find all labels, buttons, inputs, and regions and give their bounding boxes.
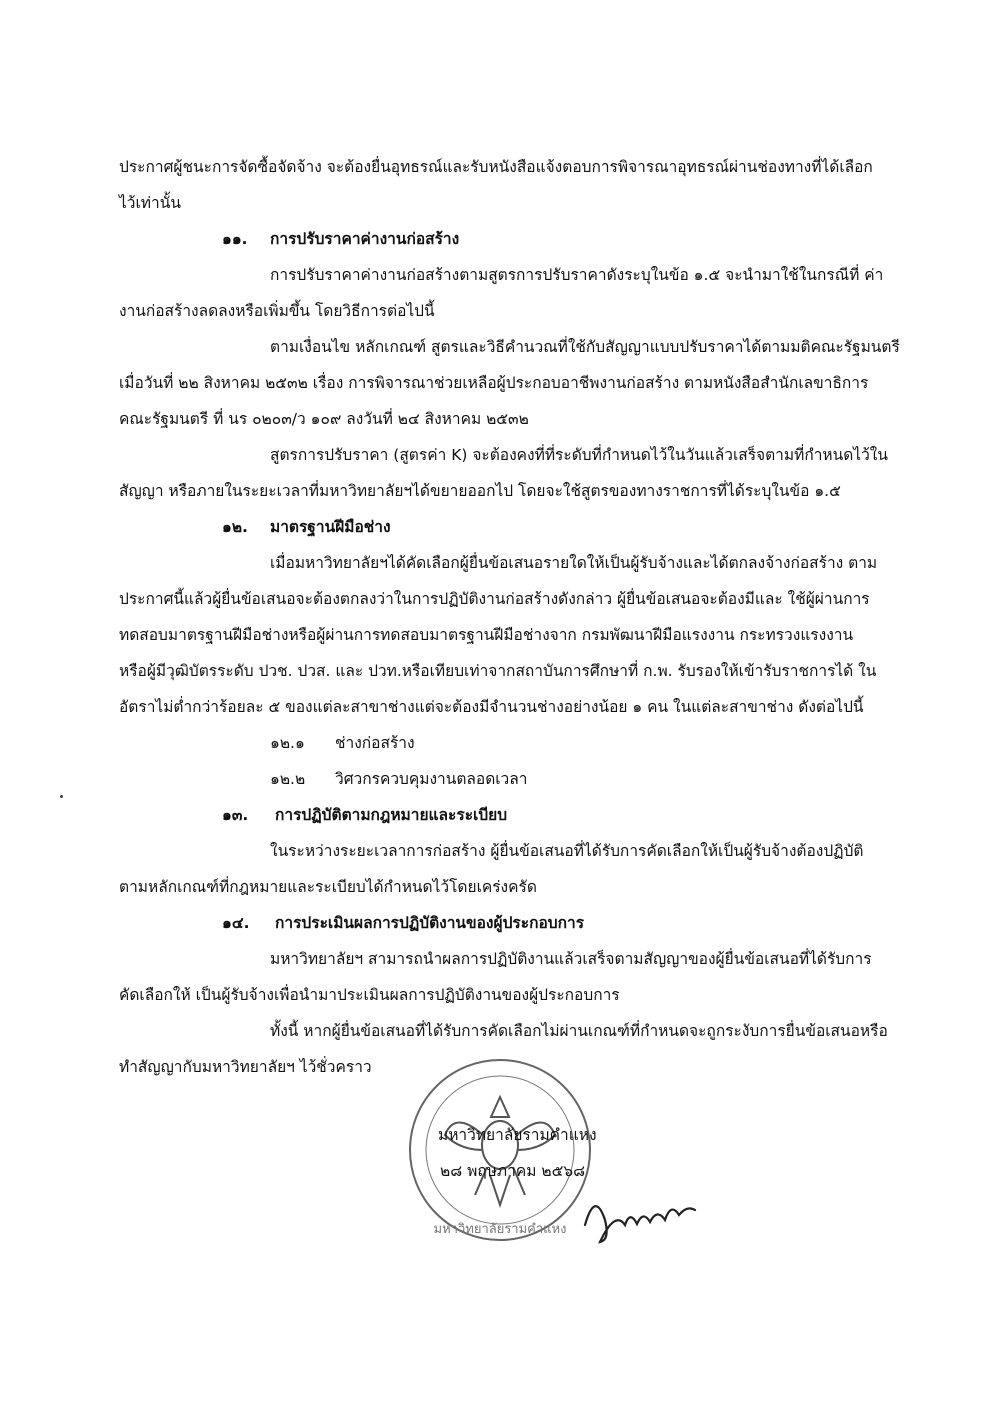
handwritten-signature — [575, 1180, 705, 1250]
section-heading: การปรับราคาค่างานก่อสร้าง — [270, 230, 460, 248]
body-line: ทั้งนี้ หากผู้ยื่นข้อเสนอที่ได้รับการคัดเลือกไม่ผ่านเกณฑ์ที่กำหนดจะถูกระงับการยื่นข้อเสนอหรือ — [270, 1022, 888, 1040]
body-line: เมื่อมหาวิทยาลัยฯได้คัดเลือกผู้ยื่นข้อเสนอรายใดให้เป็นผู้รับจ้างและได้ตกลงจ้างก่อสร้าง ตาม — [270, 554, 878, 572]
body-line: คัดเลือกให้ เป็นผู้รับจ้างเพื่อนำมาประเมินผลการปฏิบัติงานของผู้ประกอบการ — [119, 986, 620, 1004]
section-number: ๑๓. — [222, 806, 249, 824]
section-heading: มาตรฐานฝีมือช่าง — [270, 518, 391, 536]
body-line: ในระหว่างระยะเวลาการก่อสร้าง ผู้ยื่นข้อเสนอที่ได้รับการคัดเลือกให้เป็นผู้รับจ้างต้องปฏิบัติ — [270, 842, 864, 860]
body-line: คณะรัฐมนตรี ที่ นร ๐๒๐๓/ว ๑๐๙ ลงวันที่ ๒๔ สิงหาคม ๒๕๓๒ — [119, 410, 529, 428]
section-heading: การปฏิบัติตามกฎหมายและระเบียบ — [275, 806, 508, 824]
body-line: อัตราไม่ต่ำกว่าร้อยละ ๕ ของแต่ละสาขาช่างแต่จะต้องมีจำนวนช่างอย่างน้อย ๑ คน ในแต่ละสาขาช่าง ดังต่อไปนี้ — [119, 698, 864, 716]
body-line: เมื่อวันที่ ๒๒ สิงหาคม ๒๕๓๒ เรื่อง การพิจารณาช่วยเหลือผู้ประกอบอาชีพงานก่อสร้าง ตามหนังสือสำนักเลขาธิการ — [119, 374, 869, 392]
body-line: ทำสัญญากับมหาวิทยาลัยฯ ไว้ชั่วคราว — [119, 1058, 372, 1076]
body-line: ไว้เท่านั้น — [119, 194, 181, 212]
body-line: ประกาศผู้ชนะการจัดซื้อจัดจ้าง จะต้องยื่นอุทธรณ์และรับหนังสือแจ้งตอบการพิจารณาอุทธรณ์ผ่านช่องทางที่ได้เลือก — [119, 158, 873, 176]
signer-date: ๒๘ พฤษภาคม ๒๕๖๘ — [440, 1162, 586, 1180]
body-line: ตามหลักเกณฑ์ที่กฎหมายและระเบียบได้กำหนดไว้โดยเคร่งครัด — [119, 878, 537, 896]
body-line: ทดสอบมาตรฐานฝีมือช่างหรือผู้ผ่านการทดสอบมาตรฐานฝีมือช่างจาก กรมพัฒนาฝีมือแรงงาน กระทรวงแรงงาน — [119, 626, 854, 644]
section-heading: การประเมินผลการปฏิบัติงานของผู้ประกอบการ — [275, 914, 585, 932]
subsection-text: วิศวกรควบคุมงานตลอดเวลา — [335, 770, 528, 788]
body-line: มหาวิทยาลัยฯ สามารถนำผลการปฏิบัติงานแล้วเสร็จตามสัญญาของผู้ยื่นข้อเสนอที่ได้รับการ — [270, 950, 872, 968]
body-line: สูตรการปรับราคา (สูตรค่า K) จะต้องคงที่ที่ระดับที่กำหนดไว้ในวันแล้วเสร็จตามที่กำหนดไว้ใน — [270, 446, 888, 464]
body-line: งานก่อสร้างลดลงหรือเพิ่มขึ้น โดยวิธีการต่อไปนี้ — [119, 302, 435, 320]
body-line: การปรับราคาค่างานก่อสร้างตามสูตรการปรับราคาดังระบุในข้อ ๑.๕ จะนำมาใช้ในกรณีที่ ค่า — [270, 266, 884, 284]
subsection-number: ๑๒.๑ — [270, 734, 305, 752]
body-line: ตามเงื่อนไข หลักเกณฑ์ สูตรและวิธีคำนวณที่ใช้กับสัญญาแบบปรับราคาได้ตามมติคณะรัฐมนตรี — [270, 338, 900, 356]
section-number: ๑๔. — [222, 914, 250, 932]
seal-text: มหาวิทยาลัยรามคำแหง — [433, 1222, 567, 1237]
body-line: สัญญา หรือภายในระยะเวลาที่มหาวิทยาลัยฯได้ขยายออกไป โดยจะใช้สูตรของทางราชการที่ได้ระบุในข้อ ๑.๕ — [119, 482, 841, 500]
body-line: ประกาศนี้แล้วผู้ยื่นข้อเสนอจะต้องตกลงว่าในการปฏิบัติงานก่อสร้างดังกล่าว ผู้ยื่นข้อเสนอจะต้องมีและ ใช้ผู้ผ่านการ — [119, 590, 870, 608]
body-line: หรือผู้มีวุฒิบัตรระดับ ปวช. ปวส. และ ปวท.หรือเทียบเท่าจากสถาบันการศึกษาที่ ก.พ. รับรองให้เข้ารับราชการได้ ใน — [119, 662, 877, 680]
university-seal-icon — [405, 1055, 595, 1245]
signer-organization: มหาวิทยาลัยรามคำแหง — [438, 1126, 597, 1144]
subsection-number: ๑๒.๒ — [270, 770, 306, 788]
stray-mark — [60, 795, 63, 798]
section-number: ๑๒. — [222, 518, 248, 536]
section-number: ๑๑. — [222, 230, 248, 248]
subsection-text: ช่างก่อสร้าง — [335, 734, 415, 752]
